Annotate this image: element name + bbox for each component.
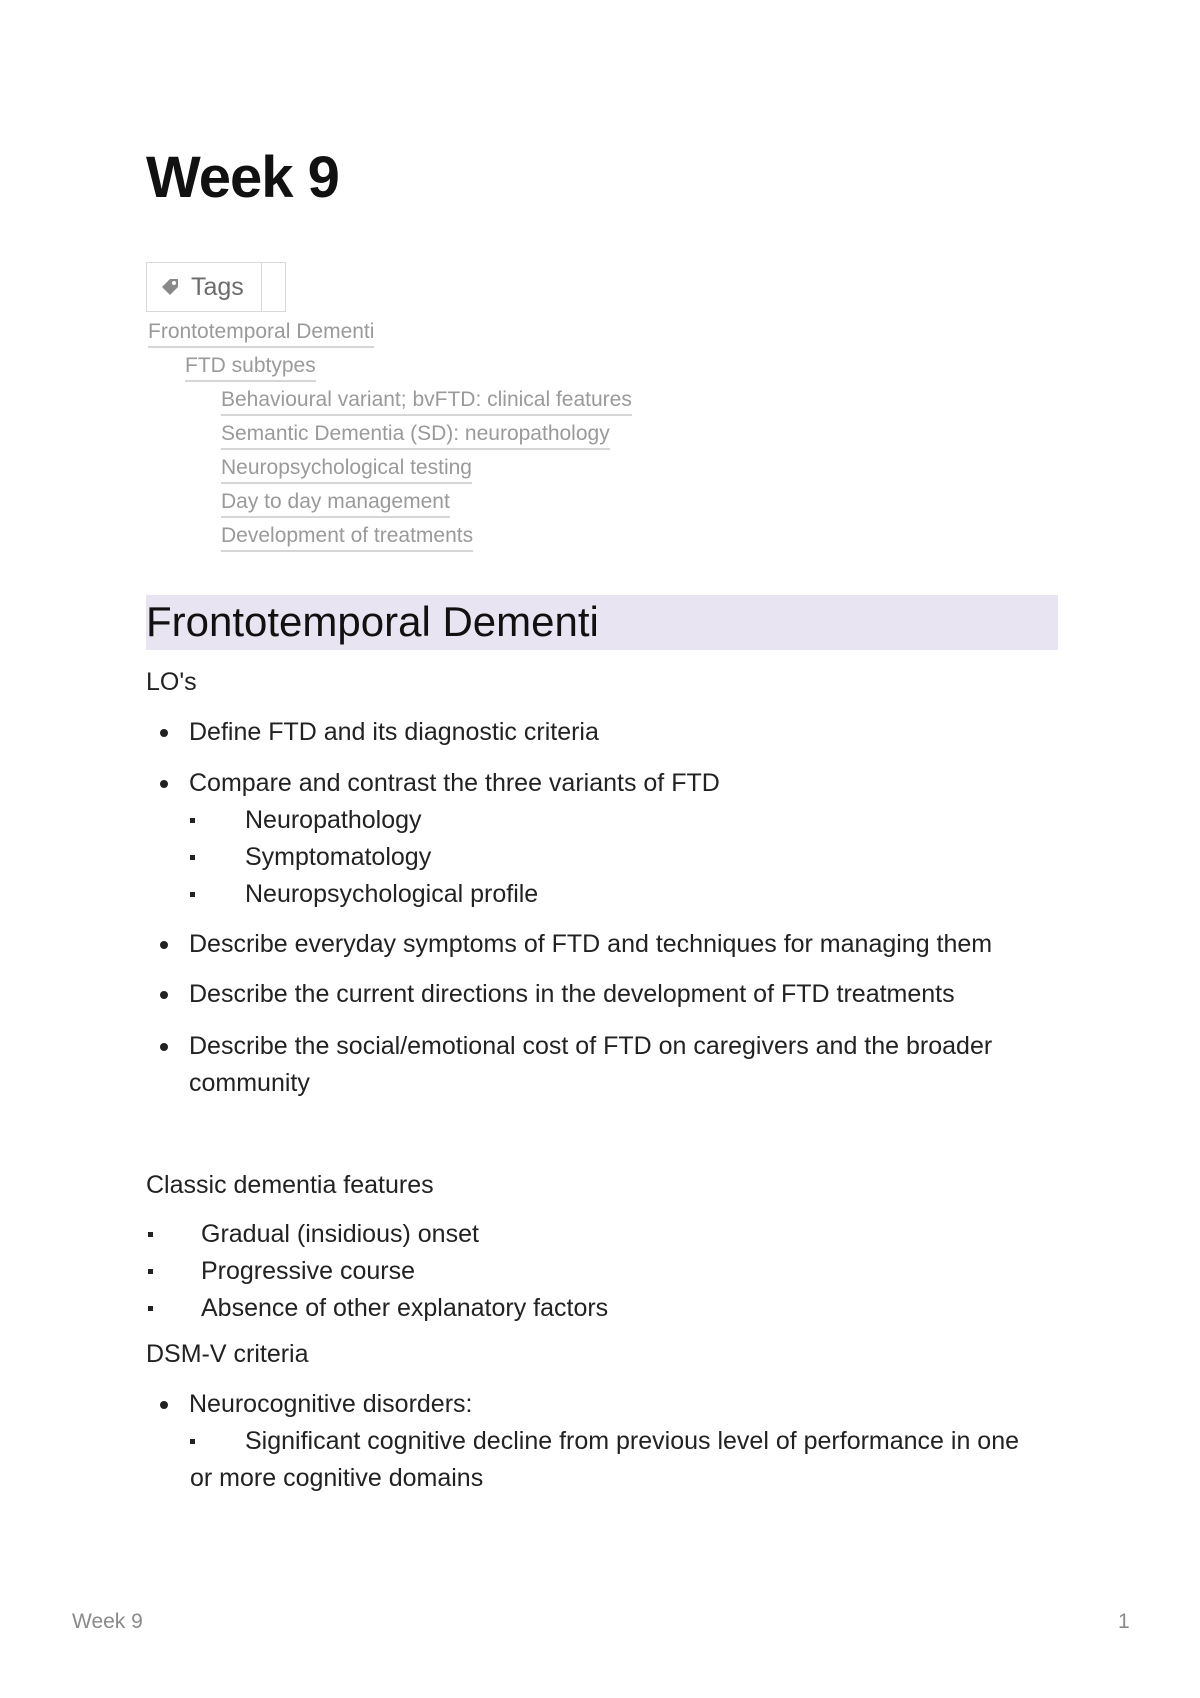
square-bullet-icon <box>190 818 195 823</box>
toc-link-behavioural-variant[interactable]: Behavioural variant; bvFTD: clinical features <box>221 386 632 416</box>
section-heading: Frontotemporal Dementi <box>146 598 599 645</box>
square-bullet-icon <box>148 1306 153 1311</box>
toc-link-semantic-dementia[interactable]: Semantic Dementia (SD): neuropathology <box>221 420 610 450</box>
square-bullet-icon <box>190 1439 195 1444</box>
toc-link-frontotemporal-dementi[interactable]: Frontotemporal Dementi <box>148 318 374 348</box>
toc-link-day-to-day-management[interactable]: Day to day management <box>221 488 450 518</box>
tags-label: Tags <box>191 272 244 301</box>
bullet-icon <box>160 1401 168 1409</box>
tags-property-label <box>147 263 262 311</box>
toc-link-ftd-subtypes[interactable]: FTD subtypes <box>185 352 316 382</box>
toc-link-development-of-treatments[interactable]: Development of treatments <box>221 522 473 552</box>
square-bullet-icon <box>148 1269 153 1274</box>
bullet-icon <box>160 1043 168 1051</box>
footer-page-number: 1 <box>1118 1610 1130 1633</box>
los-label: LO's <box>146 668 197 696</box>
bullet-icon <box>160 780 168 788</box>
tags-property[interactable] <box>146 262 286 312</box>
classic-features-label: Classic dementia features <box>146 1171 434 1199</box>
footer-page-title: Week 9 <box>72 1610 143 1633</box>
square-bullet-icon <box>148 1232 153 1237</box>
page-title: Week 9 <box>146 145 339 210</box>
list-item: Describe the social/emotional cost of FTD on caregivers and the broader community <box>146 1028 1046 1108</box>
tag-icon <box>159 276 181 298</box>
dsm-criteria-label: DSM-V criteria <box>146 1340 309 1368</box>
bullet-icon <box>160 991 168 999</box>
bullet-icon <box>160 729 168 737</box>
bullet-icon <box>160 941 168 949</box>
toc-link-neuropsychological-testing[interactable]: Neuropsychological testing <box>221 454 472 484</box>
square-bullet-icon <box>190 892 195 897</box>
square-bullet-icon <box>190 855 195 860</box>
